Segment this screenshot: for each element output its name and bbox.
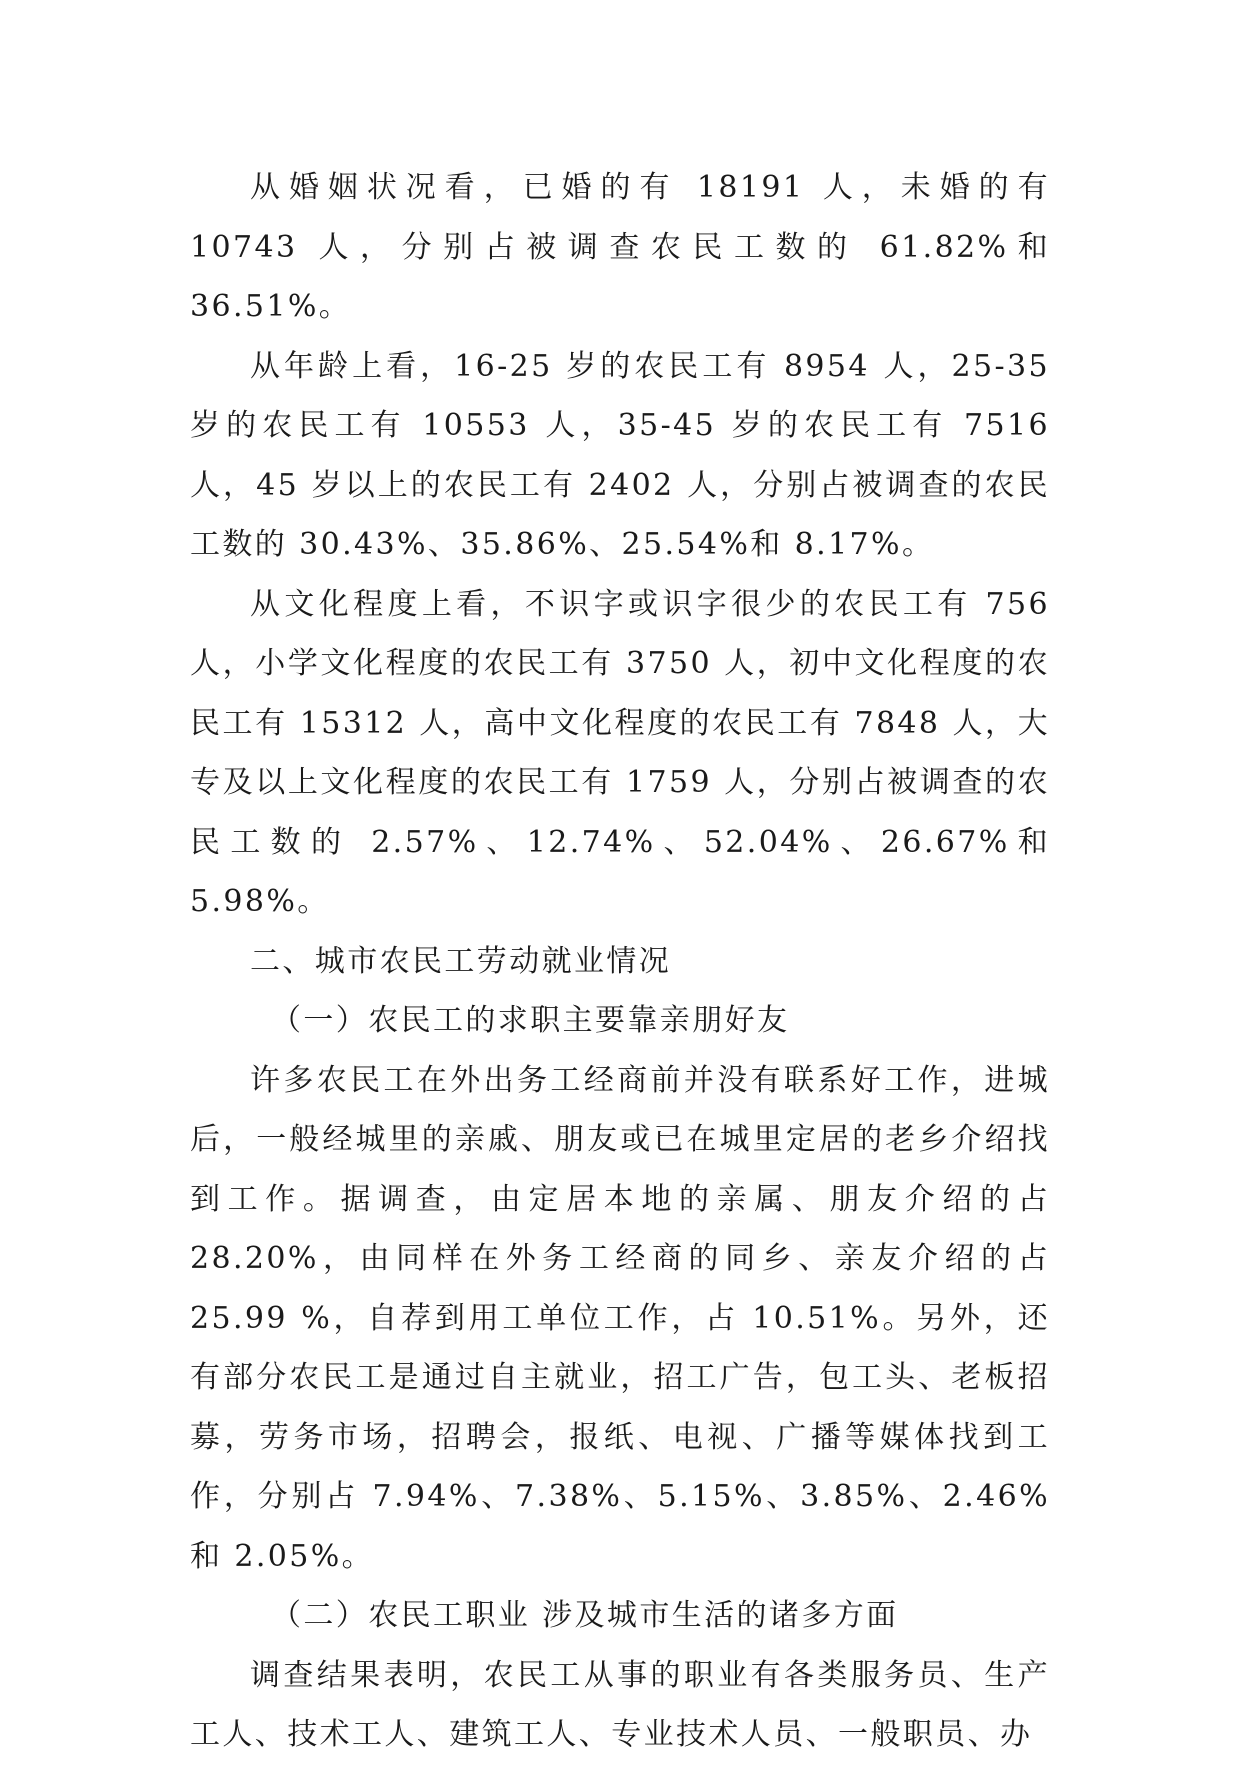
paragraph-marital-status: 从婚姻状况看，已婚的有 18191 人，未婚的有 10743 人，分别占被调查农民工数的 61.82%和 36.51%。 bbox=[190, 170, 1050, 324]
section-heading-employment: 二、城市农民工劳动就业情况 bbox=[250, 943, 672, 979]
document-body bbox=[190, 158, 1050, 1765]
subheading-occupations: （二）农民工职业 涉及城市生活的诸多方面 bbox=[271, 1598, 899, 1633]
paragraph-age: 从年龄上看，16-25 岁的农民工有 8954 人，25-35 岁的农民工有 10553 人，35-45 岁的农民工有 7516 人，45 岁以上的农民工有 2402 人，分别占被调查的农民工数的 30.43%、35.86%、25.54%和 8.17%。 bbox=[190, 348, 1050, 562]
paragraph-job-seeking: 许多农民工在外出务工经商前并没有联系好工作，进城后，一般经城里的亲戚、朋友或已在城里定居的老乡介绍找到工作。据调查，由定居本地的亲属、朋友介绍的占 28.20%，由同样在外务工经商的同乡、亲友介绍的占 25.99 %，自荐到用工单位工作，占 10.51%。另外，还有部分农民工是通过自主就业，招工广告，包工头、老板招募，劳务市场，招聘会，报纸、电视、广播等媒体找到工作，分别占 7.94%、7.38%、5.15%、3.85%、2.46%和 2.05%。 bbox=[190, 1062, 1050, 1574]
paragraph-education: 从文化程度上看，不识字或识字很少的农民工有 756 人，小学文化程度的农民工有 3750 人，初中文化程度的农民工有 15312 人，高中文化程度的农民工有 7848 人，大专及以上文化程度的农民工有 1759 人，分别占被调查的农民工数的 2.57%、12.74%、52.04%、26.67%和 5.98%。 bbox=[190, 586, 1050, 919]
subheading-job-seeking: （一）农民工的求职主要靠亲朋好友 bbox=[271, 1003, 790, 1038]
paragraph-occupations: 调查结果表明，农民工从事的职业有各类服务员、生产工人、技术工人、建筑工人、专业技术人员、一般职员、办 bbox=[190, 1657, 1050, 1752]
